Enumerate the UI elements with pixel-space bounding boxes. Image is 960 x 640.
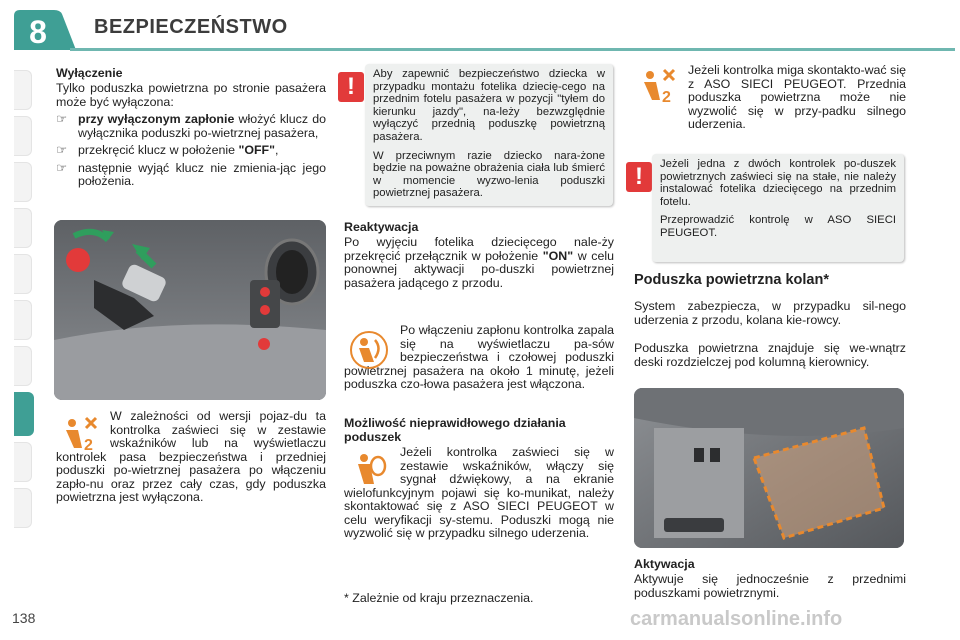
reactivation-paragraph <box>344 236 614 290</box>
indicator-warning-p2: Przeprowadzić kontrolę w ASO SIECI PEUGEOT. <box>660 214 896 239</box>
hand-pointer-icon: ☞ <box>56 112 68 126</box>
chapter-tab-3[interactable] <box>14 162 32 202</box>
indicator-warning-box <box>652 154 904 262</box>
page-number: 138 <box>12 610 36 626</box>
passenger-airbag-off-icon <box>638 66 680 106</box>
footnote: * Zależnie od kraju przeznaczenia. <box>344 591 534 605</box>
child-seat-warning-box <box>365 64 613 206</box>
knee-airbag-p1: System zabezpiecza, w przypadku sil-nego uderzenia z przodu, kolana kie-rowcy. <box>634 299 906 327</box>
chapter-tab-6[interactable] <box>14 300 32 340</box>
deactivation-block <box>56 82 326 189</box>
chapter-tab-4[interactable] <box>14 208 32 248</box>
blink-paragraph: Jeżeli kontrolka miga skontakto-wać się z ASO SIECI PEUGEOT. Przednia poduszka powietrzna może nie wyzwolić się w przy-padku silnego uderzenia. <box>688 63 906 131</box>
bullet-3-text: następnie wyjąć klucz nie zmienia-jąc jego położenia. <box>78 160 326 188</box>
chapter-tab-7[interactable] <box>14 346 32 386</box>
deactivation-heading: Wyłączenie <box>56 66 123 80</box>
bullet-2-bold: "OFF" <box>238 143 275 157</box>
bullet-1-bold: przy wyłączonym zapłonie <box>78 112 235 126</box>
malfunction-text: Jeżeli kontrolka zaświeci się w zestawie wskaźników, włączy się sygnał dźwiękowy, a na ekranie wielofunkcyjnym pojawi się ko-munikat, należy skontaktować się z ASO SIECI PEUGEOT w celu weryfikacji sy-stemu. Poduszki mogą nie wyzwolić się w przypadku silnego uderzenia. <box>344 445 614 540</box>
indicator-warning-p1: Jeżeli jedna z dwóch kontrolek po-duszek powietrznych zaświeci się na stałe, nie należy instalować fotelika dziecięcego na przednim fotelu. <box>660 158 896 208</box>
bullet-2-after: , <box>275 143 279 157</box>
page-title: BEZPIECZEŃSTWO <box>94 16 288 38</box>
chapter-number: 8 <box>29 14 47 50</box>
indicator-text: W zależności od wersji pojaz-du ta kontrolka zaświeci się w zestawie wskaźników lub na wyświetlaczu kontrolek pasa bezpieczeństwa i przedniej poduszki po-wietrznej pasażera po włączeniu zapło-nu oraz przez cały czas, gdy poduszka powietrzna jest wyłączona. <box>56 409 326 504</box>
reactivation-text-after: w celu ponownej aktywacji po-duszki powietrznej pasażera jadącego z przodu. <box>344 248 614 290</box>
page-header <box>0 0 960 56</box>
reactivation-on-label: "ON" <box>542 248 574 263</box>
bullet-1 <box>56 113 326 140</box>
airbag-switch-photo <box>54 220 326 400</box>
hand-pointer-icon: ☞ <box>56 160 68 175</box>
chapter-tab-8[interactable] <box>14 392 34 436</box>
malfunction-paragraph <box>344 446 614 541</box>
knee-airbag-illustration <box>634 388 904 548</box>
bullet-2 <box>56 144 326 158</box>
bullet-2-text: przekręcić klucz w położenie <box>78 143 239 157</box>
bullet-3 <box>56 162 326 189</box>
chapter-tab-5[interactable] <box>14 254 32 294</box>
knee-airbag-photo <box>634 388 904 548</box>
warning-exclamation-icon: ! <box>338 72 364 102</box>
chapter-tabs <box>14 70 32 534</box>
chapter-tab-1[interactable] <box>14 70 32 110</box>
activation-heading: Aktywacja <box>634 557 695 571</box>
knee-airbag-heading: Poduszka powietrzna kolan* <box>634 272 829 288</box>
dashboard-illustration <box>54 220 326 400</box>
ignition-text: Po włączeniu zapłonu kontrolka zapala się na wyświetlaczu pa-sów bezpieczeństwa i czołowej poduszki powietrznej pasażera na około 1 minutę, jeżeli poduszka czo-łowa pasażera jest włączona. <box>344 323 614 391</box>
indicator-paragraph <box>56 410 326 505</box>
reactivation-heading: Reaktywacja <box>344 220 419 234</box>
child-seat-warning-p2: W przeciwnym razie dziecko nara-żone będzie na poważne obrażenia ciała lub śmierć w momencie wyzwo-lenia poduszki powietrznej pasażera. <box>373 149 605 200</box>
warning-exclamation-icon: ! <box>626 162 652 192</box>
deactivation-intro: Tylko poduszka powietrzna po stronie pasażera może być wyłączona: <box>56 81 326 109</box>
knee-airbag-p2: Poduszka powietrzna znajduje się we-wnątrz deski rozdzielczej pod kolumną kierownicy. <box>634 341 906 369</box>
activation-paragraph: Aktywuje się jednocześnie z przednimi poduszkami powietrznymi. <box>634 572 906 600</box>
chapter-tab-9[interactable] <box>14 442 32 482</box>
hand-pointer-icon: ☞ <box>56 143 68 157</box>
header-divider <box>70 48 955 51</box>
chapter-tab-10[interactable] <box>14 488 32 528</box>
bullet-1-text: włożyć klucz do wyłącznika poduszki po-wietrznej pasażera, <box>78 112 326 140</box>
svg-text:2: 2 <box>84 437 93 454</box>
watermark: carmanualsonline.info <box>630 608 843 630</box>
malfunction-heading: Możliwość nieprawidłowego działania poduszek <box>344 416 566 444</box>
ignition-paragraph <box>344 324 614 392</box>
reactivation-text: Po wyjęciu fotelika dziecięcego nale-ży przekręcić przełącznik w położenie <box>344 235 614 263</box>
chapter-tab-2[interactable] <box>14 116 32 156</box>
svg-text:2: 2 <box>662 89 671 106</box>
child-seat-warning-p1: Aby zapewnić bezpieczeństwo dziecka w przypadku montażu fotelika dziecię-cego na przednim fotelu pasażera w pozycji "tyłem do kierunku jazdy", na-leży bezwzględnie wyłączyć przednią poduszkę powietrzną pasażera. <box>373 68 605 143</box>
